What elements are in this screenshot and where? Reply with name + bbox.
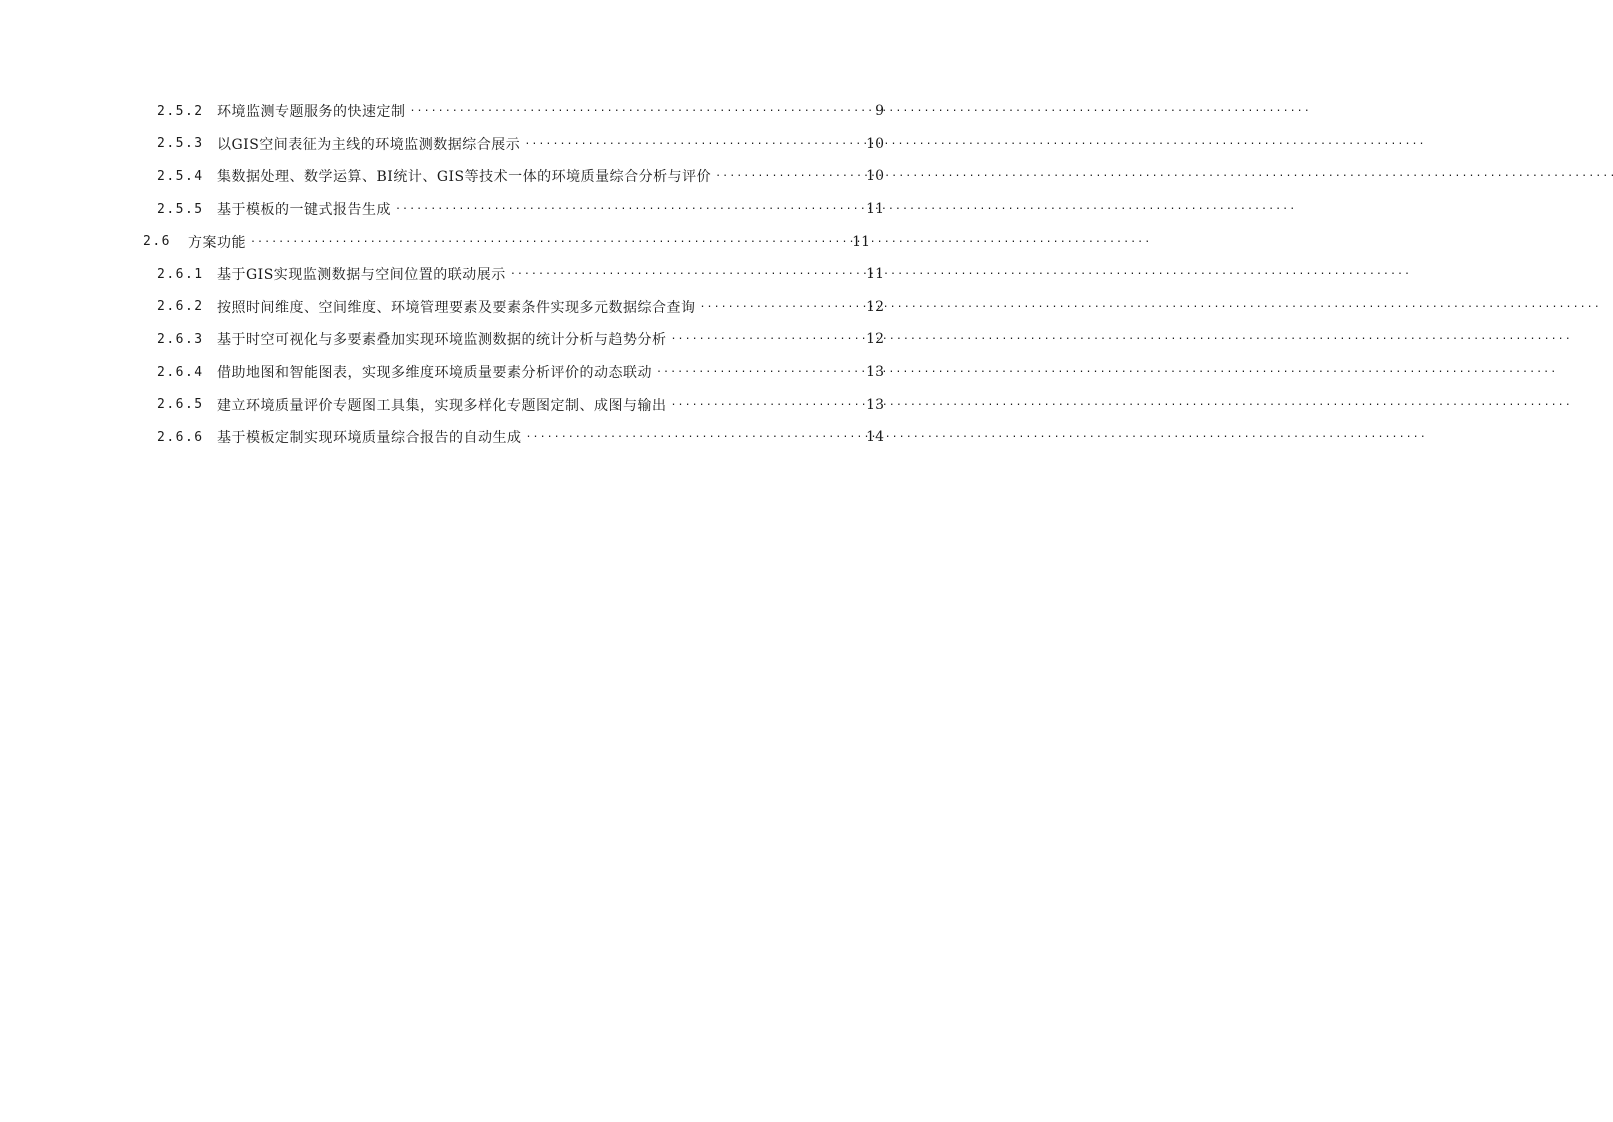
toc-entry-2-6-4[interactable] [0, 356, 884, 389]
toc-page-number: 13 [866, 364, 884, 381]
toc-entry-2-6-6[interactable] [0, 421, 884, 454]
toc-entry-2-5-4[interactable] [0, 160, 884, 193]
toc-page-number: 12 [866, 331, 884, 348]
toc-title: 基于时空可视化与多要素叠加实现环境监测数据的统计分析与趋势分析 [217, 332, 667, 349]
toc-page-number: 11 [852, 233, 870, 250]
toc-page-number: 11 [866, 266, 884, 283]
toc-number: 2.5.5 [157, 201, 204, 217]
toc-leader [250, 237, 850, 251]
toc-title: 基于模板定制实现环境质量综合报告的自动生成 [217, 430, 522, 447]
toc-number: 2.6 [143, 234, 171, 250]
toc-page-number: 13 [866, 396, 884, 413]
toc-entry-2-6-2[interactable] [0, 291, 884, 324]
toc-entry-2-6-1[interactable] [0, 258, 884, 291]
toc-title: 方案功能 [188, 234, 246, 251]
toc-entry-2-5-3[interactable] [0, 128, 884, 161]
toc-title: 按照时间维度、空间维度、环境管理要素及要素条件实现多元数据综合查询 [217, 299, 696, 316]
toc-leader [526, 432, 865, 446]
toc-page-number: 12 [866, 298, 884, 315]
toc-entry-2-6-3[interactable] [0, 323, 884, 356]
toc-page-number: 9 [875, 103, 884, 120]
toc-title: 借助地图和智能图表，实现多维度环境质量要素分析评价的动态联动 [217, 365, 652, 382]
toc-page-number: 10 [866, 135, 884, 152]
toc-leader [410, 106, 874, 120]
toc-number: 2.6.6 [157, 429, 204, 445]
toc-title: 建立环境质量评价专题图工具集，实现多样化专题图定制、成图与输出 [217, 397, 667, 414]
toc-leader [671, 400, 865, 414]
toc-entry-2-6-5[interactable] [0, 388, 884, 421]
toc-leader [671, 334, 865, 348]
toc-number: 2.6.1 [157, 266, 204, 282]
toc-leader [510, 269, 864, 283]
toc-title: 基于GIS实现监测数据与空间位置的联动展示 [217, 267, 506, 284]
toc-leader [395, 204, 864, 218]
toc-page-number: 10 [866, 168, 884, 185]
toc-title: 以GIS空间表征为主线的环境监测数据综合展示 [217, 136, 521, 153]
toc-title: 集数据处理、数学运算、BI统计、GIS等技术一体的环境质量综合分析与评价 [217, 169, 712, 186]
toc-number: 2.6.5 [157, 397, 204, 413]
toc-number: 2.5.3 [157, 136, 204, 152]
toc-title: 基于模板的一键式报告生成 [217, 202, 391, 219]
toc-number: 2.5.2 [157, 103, 204, 119]
toc-entry-2-6[interactable] [0, 225, 870, 258]
table-of-contents [0, 95, 884, 454]
toc-page-number: 11 [866, 201, 884, 218]
toc-leader [715, 171, 864, 185]
toc-leader [700, 302, 865, 316]
toc-entry-2-5-5[interactable] [0, 193, 884, 226]
toc-number: 2.6.3 [157, 331, 204, 347]
toc-page-number: 14 [866, 429, 884, 446]
toc-number: 2.6.2 [157, 299, 204, 315]
toc-number: 2.6.4 [157, 364, 204, 380]
toc-leader [524, 139, 864, 153]
toc-number: 2.5.4 [157, 168, 204, 184]
toc-leader [656, 367, 864, 381]
toc-title: 环境监测专题服务的快速定制 [217, 104, 406, 121]
toc-entry-2-5-2[interactable] [0, 95, 884, 128]
